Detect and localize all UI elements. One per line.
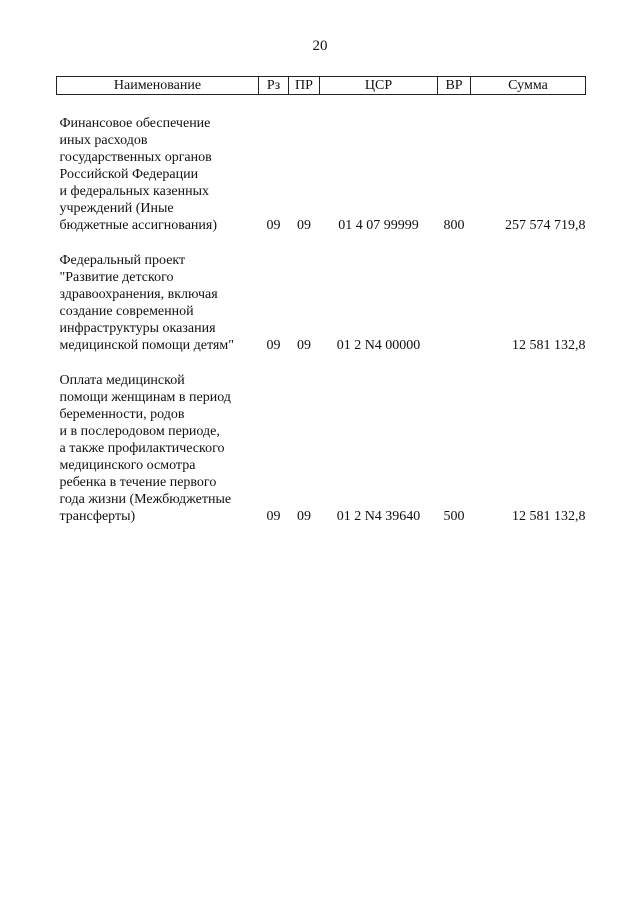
cell-name: Оплата медицинской помощи женщинам в период беременности, родов и в послеродовом периоде, а также профилактического медицинского осмотра ребенка в течение первого года жизни (Межбюджетные трансферты) xyxy=(59,373,232,524)
table-row xyxy=(57,372,586,525)
spacer-cell xyxy=(57,234,586,252)
cell-rz: 09 xyxy=(266,338,281,353)
cell-rz: 09 xyxy=(266,218,281,233)
cell-vr: 500 xyxy=(443,509,465,524)
cell-name: Финансовое обеспечение иных расходов государственных органов Российской Федерации и федеральных казенных учреждений (Иные бюджетные ассигнования) xyxy=(59,116,218,233)
cell-sum: 257 574 719,8 xyxy=(505,218,586,233)
cell-sum: 12 581 132,8 xyxy=(512,338,586,353)
spacer-row xyxy=(57,354,586,372)
table-header xyxy=(57,77,586,95)
spacer-row xyxy=(57,95,586,116)
cell-sum: 12 581 132,8 xyxy=(512,509,586,524)
cell-vr: 800 xyxy=(443,218,465,233)
cell-vr xyxy=(438,252,471,354)
column-header-rz: Рз xyxy=(259,77,289,95)
spacer-cell xyxy=(57,95,586,116)
page-number: 20 xyxy=(312,38,328,54)
cell-csr: 01 4 07 99999 xyxy=(338,218,419,233)
table-body xyxy=(57,95,586,526)
column-header-vr: ВР xyxy=(438,77,471,95)
spacer-cell xyxy=(57,354,586,372)
table-row xyxy=(57,252,586,354)
cell-name: Федеральный проект "Развитие детского здравоохранения, включая создание современной инфраструктуры оказания медицинской помощи детям" xyxy=(59,253,234,353)
spacer-row xyxy=(57,234,586,252)
column-header-csr: ЦСР xyxy=(320,77,438,95)
cell-pr: 09 xyxy=(297,338,311,353)
column-header-sum: Сумма xyxy=(471,77,586,95)
cell-csr: 01 2 N4 39640 xyxy=(336,509,421,524)
cell-pr: 09 xyxy=(297,509,311,524)
budget-table xyxy=(56,76,586,525)
header-row xyxy=(57,77,586,95)
column-header-pr: ПР xyxy=(289,77,320,95)
cell-rz: 09 xyxy=(266,509,281,524)
table-row xyxy=(57,115,586,234)
column-header-name: Наименование xyxy=(57,77,259,95)
cell-csr: 01 2 N4 00000 xyxy=(336,338,421,353)
cell-pr: 09 xyxy=(297,218,311,233)
